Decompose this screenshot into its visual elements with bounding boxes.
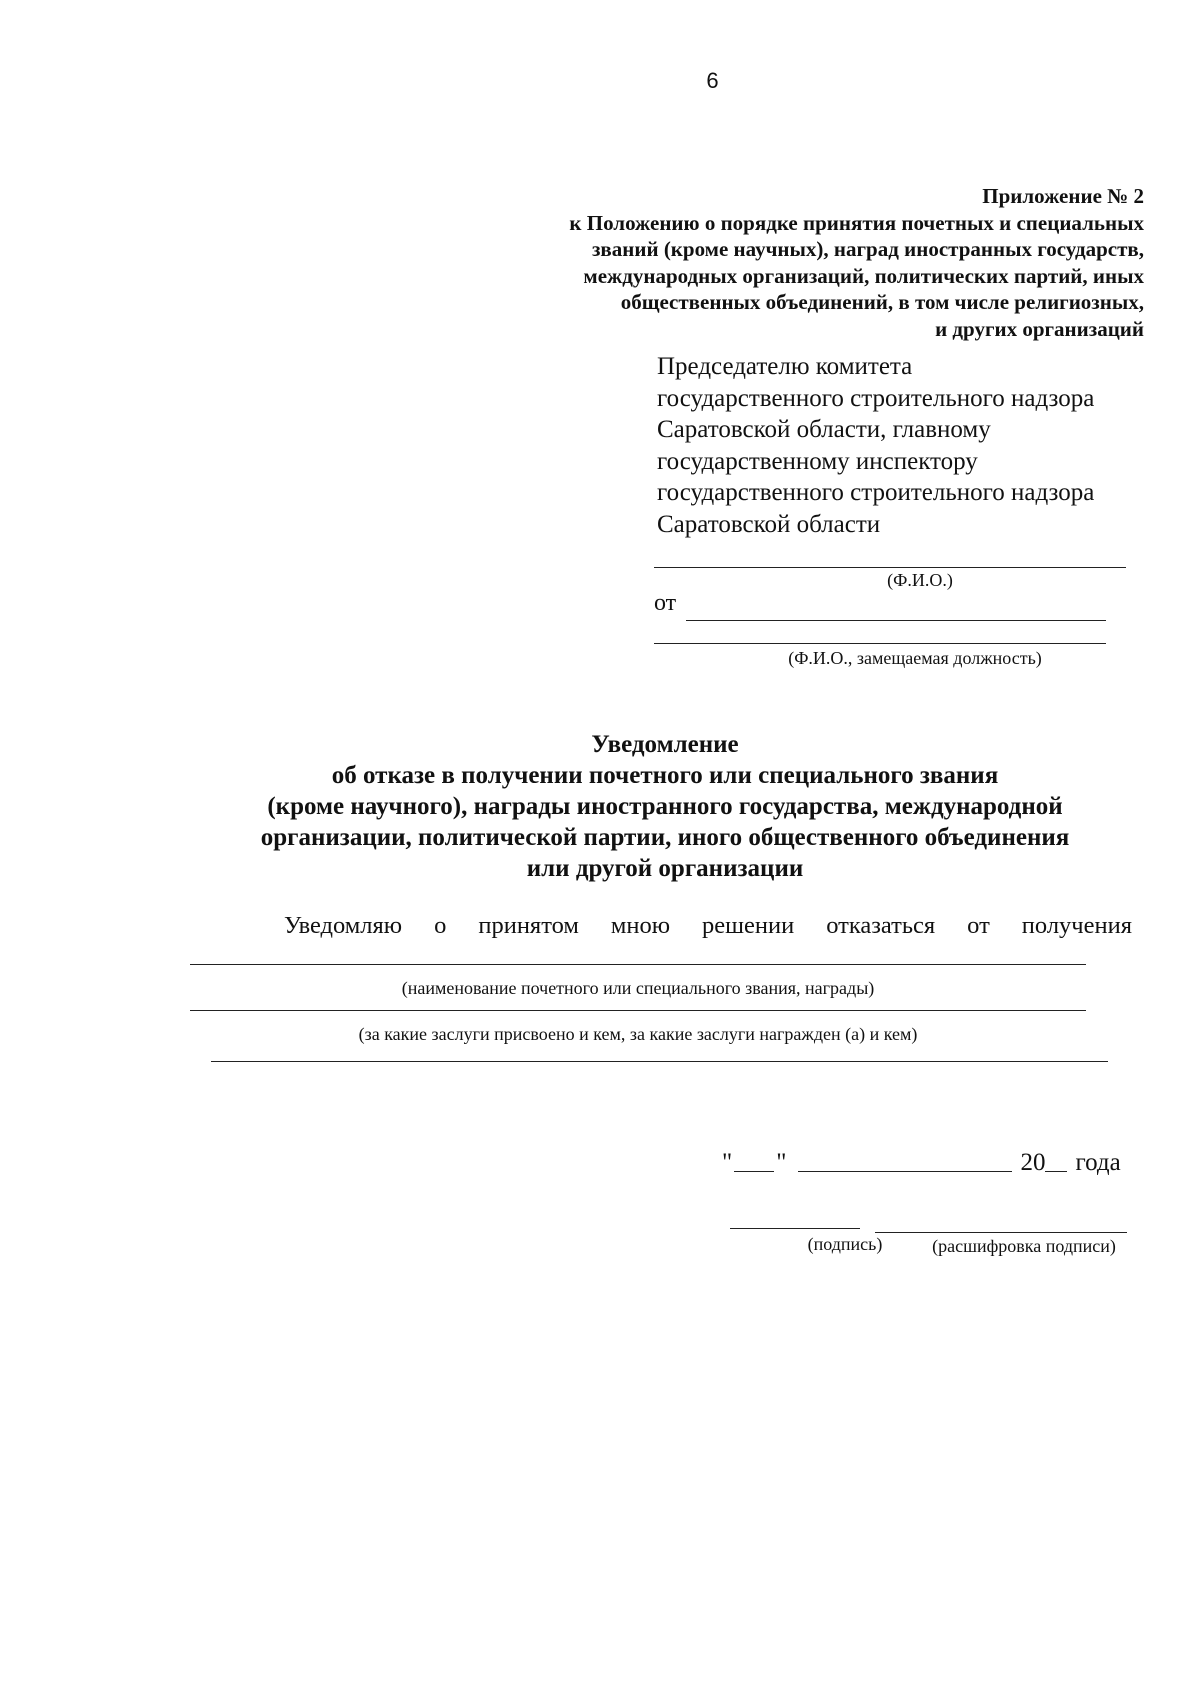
notice-subtitle-line: организации, политической партии, иного общественного объединения (260, 824, 1070, 851)
date-year-word: года (1075, 1149, 1121, 1176)
addressee-line: Саратовской области (657, 510, 881, 538)
date-year-prefix: 20 (1020, 1149, 1046, 1176)
addressee-block (657, 351, 1177, 540)
notice-subtitle-line: или другой организации (526, 855, 804, 882)
body-word: принятом (478, 912, 579, 939)
appendix-line: Приложение № 2 (982, 184, 1144, 208)
award-name-caption: (наименование почетного или специального звания, награды) (401, 978, 875, 998)
notice-body-text (284, 912, 1132, 940)
signature-decode-caption: (расшифровка подписи) (932, 1236, 1116, 1256)
date-month-field[interactable] (798, 1147, 1012, 1172)
addressee-fio-caption: (Ф.И.О.) (887, 570, 953, 590)
appendix-line: международных организаций, политических партий, иных (583, 263, 1144, 288)
merits-field[interactable] (190, 1010, 1086, 1011)
merits-extra-field[interactable] (211, 1061, 1108, 1062)
notice-title-block (150, 729, 1180, 884)
from-caption: (Ф.И.О., замещаемая должность) (788, 648, 1042, 668)
addressee-line: государственного строительного надзора (657, 479, 1095, 506)
date-year-field[interactable] (1045, 1147, 1067, 1172)
notice-subtitle-line: об отказе в получении почетного или специального звания (331, 762, 999, 789)
addressee-line: государственного строительного надзора (657, 384, 1095, 412)
signature-field[interactable] (730, 1228, 860, 1229)
appendix-line: общественных объединений, в том числе религиозных, (620, 290, 1144, 314)
award-name-field[interactable] (190, 964, 1086, 965)
appendix-header (444, 183, 1144, 342)
body-word: решении (702, 912, 795, 939)
page-number: 6 (706, 68, 719, 93)
addressee-line: государственному инспектору (657, 447, 978, 475)
signature-caption: (подпись) (807, 1234, 883, 1254)
date-row (722, 1147, 1121, 1177)
from-position-field[interactable] (654, 643, 1106, 644)
addressee-line: Председателю комитета (657, 353, 913, 380)
addressee-fio-field[interactable] (654, 567, 1126, 568)
date-quote-open: " (722, 1149, 733, 1176)
body-word: отказаться (826, 912, 936, 939)
appendix-line: и других организаций (935, 316, 1144, 341)
date-quote-close: " (776, 1149, 787, 1176)
appendix-line: званий (кроме научных), наград иностранных государств, (591, 237, 1144, 261)
body-word: Уведомляю (284, 912, 403, 939)
date-day-field[interactable] (734, 1147, 774, 1172)
notice-subtitle-line: (кроме научного), награды иностранного государства, международной (267, 793, 1063, 820)
body-word: мною (610, 912, 671, 939)
addressee-line: Саратовской области, главному (657, 416, 991, 443)
from-fio-field[interactable] (686, 620, 1106, 621)
notice-title: Уведомление (591, 731, 739, 758)
signature-decode-field[interactable] (875, 1232, 1127, 1233)
merits-caption: (за какие заслуги присвоено и кем, за какие заслуги награжден (а) и кем) (358, 1024, 918, 1044)
appendix-line: к Положению о порядке принятия почетных и специальных (569, 210, 1144, 235)
body-word: о (434, 912, 447, 939)
body-word: получения (1021, 912, 1132, 939)
body-word: от (967, 912, 990, 939)
from-label: от (654, 590, 677, 616)
